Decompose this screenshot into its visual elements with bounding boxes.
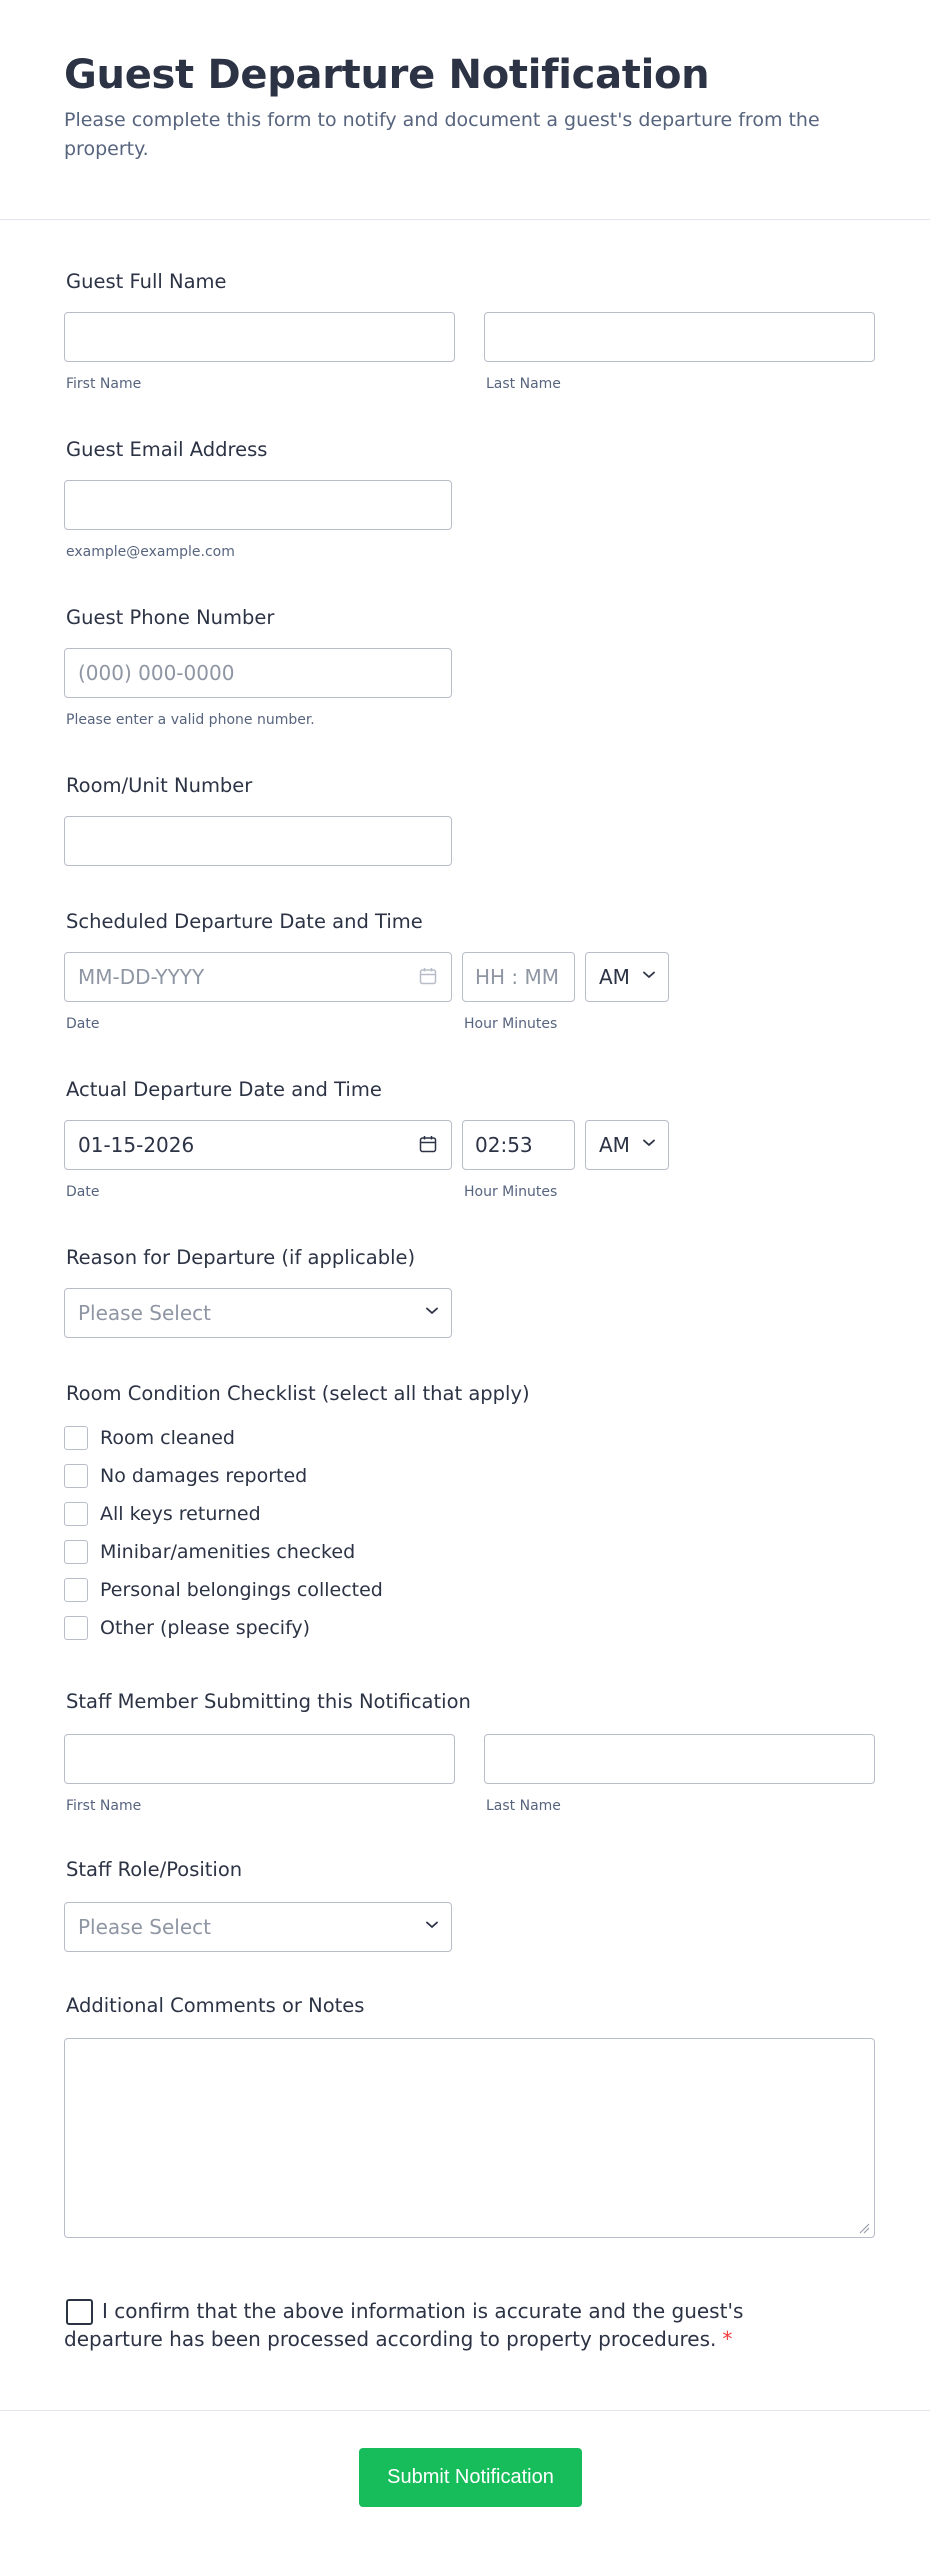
checkbox-label: Other (please specify)	[100, 1617, 311, 1639]
checkbox-label: No damages reported	[100, 1465, 308, 1487]
footer-divider	[0, 2410, 930, 2411]
actual-date-input[interactable]	[64, 1120, 452, 1170]
staff-role-select[interactable]	[64, 1902, 452, 1952]
checkbox-minibar-checked[interactable]	[64, 1540, 88, 1564]
actual-departure-label: Actual Departure Date and Time	[66, 1078, 382, 1101]
actual-time-sublabel: Hour Minutes	[464, 1184, 558, 1200]
guest-last-name-input[interactable]	[484, 312, 875, 362]
scheduled-time-placeholder: HH : MM	[475, 965, 560, 989]
chevron-down-icon	[643, 971, 655, 979]
scheduled-ampm-value: AM	[599, 965, 630, 989]
guest-name-label: Guest Full Name	[66, 270, 227, 293]
actual-date-value: 01-15-2026	[78, 1133, 195, 1157]
staff-last-name-sublabel: Last Name	[486, 1798, 561, 1814]
room-number-input[interactable]	[64, 816, 452, 866]
guest-last-name-sublabel: Last Name	[486, 376, 561, 392]
checkbox-belongings-collected[interactable]	[64, 1578, 88, 1602]
scheduled-date-sublabel: Date	[66, 1016, 100, 1032]
staff-last-name-input[interactable]	[484, 1734, 875, 1784]
staff-first-name-input[interactable]	[64, 1734, 455, 1784]
actual-ampm-select[interactable]	[585, 1120, 669, 1170]
checkbox-label: Minibar/amenities checked	[100, 1541, 356, 1563]
guest-first-name-sublabel: First Name	[66, 376, 142, 392]
comments-label: Additional Comments or Notes	[66, 1994, 365, 2017]
scheduled-date-placeholder: MM-DD-YYYY	[78, 965, 205, 989]
scheduled-ampm-select[interactable]	[585, 952, 669, 1002]
checkbox-keys-returned[interactable]	[64, 1502, 88, 1526]
actual-date-sublabel: Date	[66, 1184, 100, 1200]
actual-time-value: 02:53	[475, 1133, 533, 1157]
comments-textarea[interactable]	[64, 2038, 875, 2238]
checkbox-label: All keys returned	[100, 1503, 261, 1525]
staff-role-select-value: Please Select	[78, 1915, 211, 1939]
chevron-down-icon	[426, 1307, 438, 1315]
submit-button[interactable]: Submit Notification	[359, 2448, 582, 2507]
checkbox-no-damages[interactable]	[64, 1464, 88, 1488]
guest-phone-input[interactable]	[64, 648, 452, 698]
staff-role-label: Staff Role/Position	[66, 1858, 243, 1881]
checkbox-room-cleaned[interactable]	[64, 1426, 88, 1450]
scheduled-date-input[interactable]	[64, 952, 452, 1002]
form-header	[0, 0, 930, 220]
guest-email-sublabel: example@example.com	[66, 544, 235, 560]
calendar-icon[interactable]	[419, 1135, 437, 1153]
reason-select[interactable]	[64, 1288, 452, 1338]
scheduled-time-input[interactable]	[462, 952, 575, 1002]
guest-email-input[interactable]	[64, 480, 452, 530]
confirm-text: I confirm that the above information is accurate and the guest's departure has been processed according to property procedures.	[64, 2299, 744, 2351]
checkbox-label: Personal belongings collected	[100, 1579, 383, 1601]
checkbox-label: Room cleaned	[100, 1427, 235, 1449]
guest-phone-placeholder: (000) 000-0000	[78, 661, 235, 685]
checkbox-other[interactable]	[64, 1616, 88, 1640]
confirm-label	[64, 2297, 744, 2353]
form-subtitle: Please complete this form to notify and document a guest's departure from the property.	[64, 109, 820, 160]
chevron-down-icon	[426, 1921, 438, 1929]
guest-first-name-input[interactable]	[64, 312, 455, 362]
required-asterisk: *	[722, 2327, 733, 2351]
reason-select-value: Please Select	[78, 1301, 211, 1325]
resize-grip-icon[interactable]	[858, 2222, 870, 2234]
reason-label: Reason for Departure (if applicable)	[66, 1246, 416, 1269]
chevron-down-icon	[643, 1139, 655, 1147]
scheduled-time-sublabel: Hour Minutes	[464, 1016, 558, 1032]
staff-name-label: Staff Member Submitting this Notification	[66, 1690, 471, 1713]
actual-time-input[interactable]	[462, 1120, 575, 1170]
scheduled-departure-label: Scheduled Departure Date and Time	[66, 910, 423, 933]
staff-first-name-sublabel: First Name	[66, 1798, 142, 1814]
room-number-label: Room/Unit Number	[66, 774, 253, 797]
guest-phone-sublabel: Please enter a valid phone number.	[66, 712, 315, 728]
calendar-icon[interactable]	[419, 967, 437, 985]
actual-ampm-value: AM	[599, 1133, 630, 1157]
checklist-label: Room Condition Checklist (select all that apply)	[66, 1382, 530, 1405]
guest-phone-label: Guest Phone Number	[66, 606, 275, 629]
form-title: Guest Departure Notification	[64, 52, 710, 98]
guest-email-label: Guest Email Address	[66, 438, 268, 461]
